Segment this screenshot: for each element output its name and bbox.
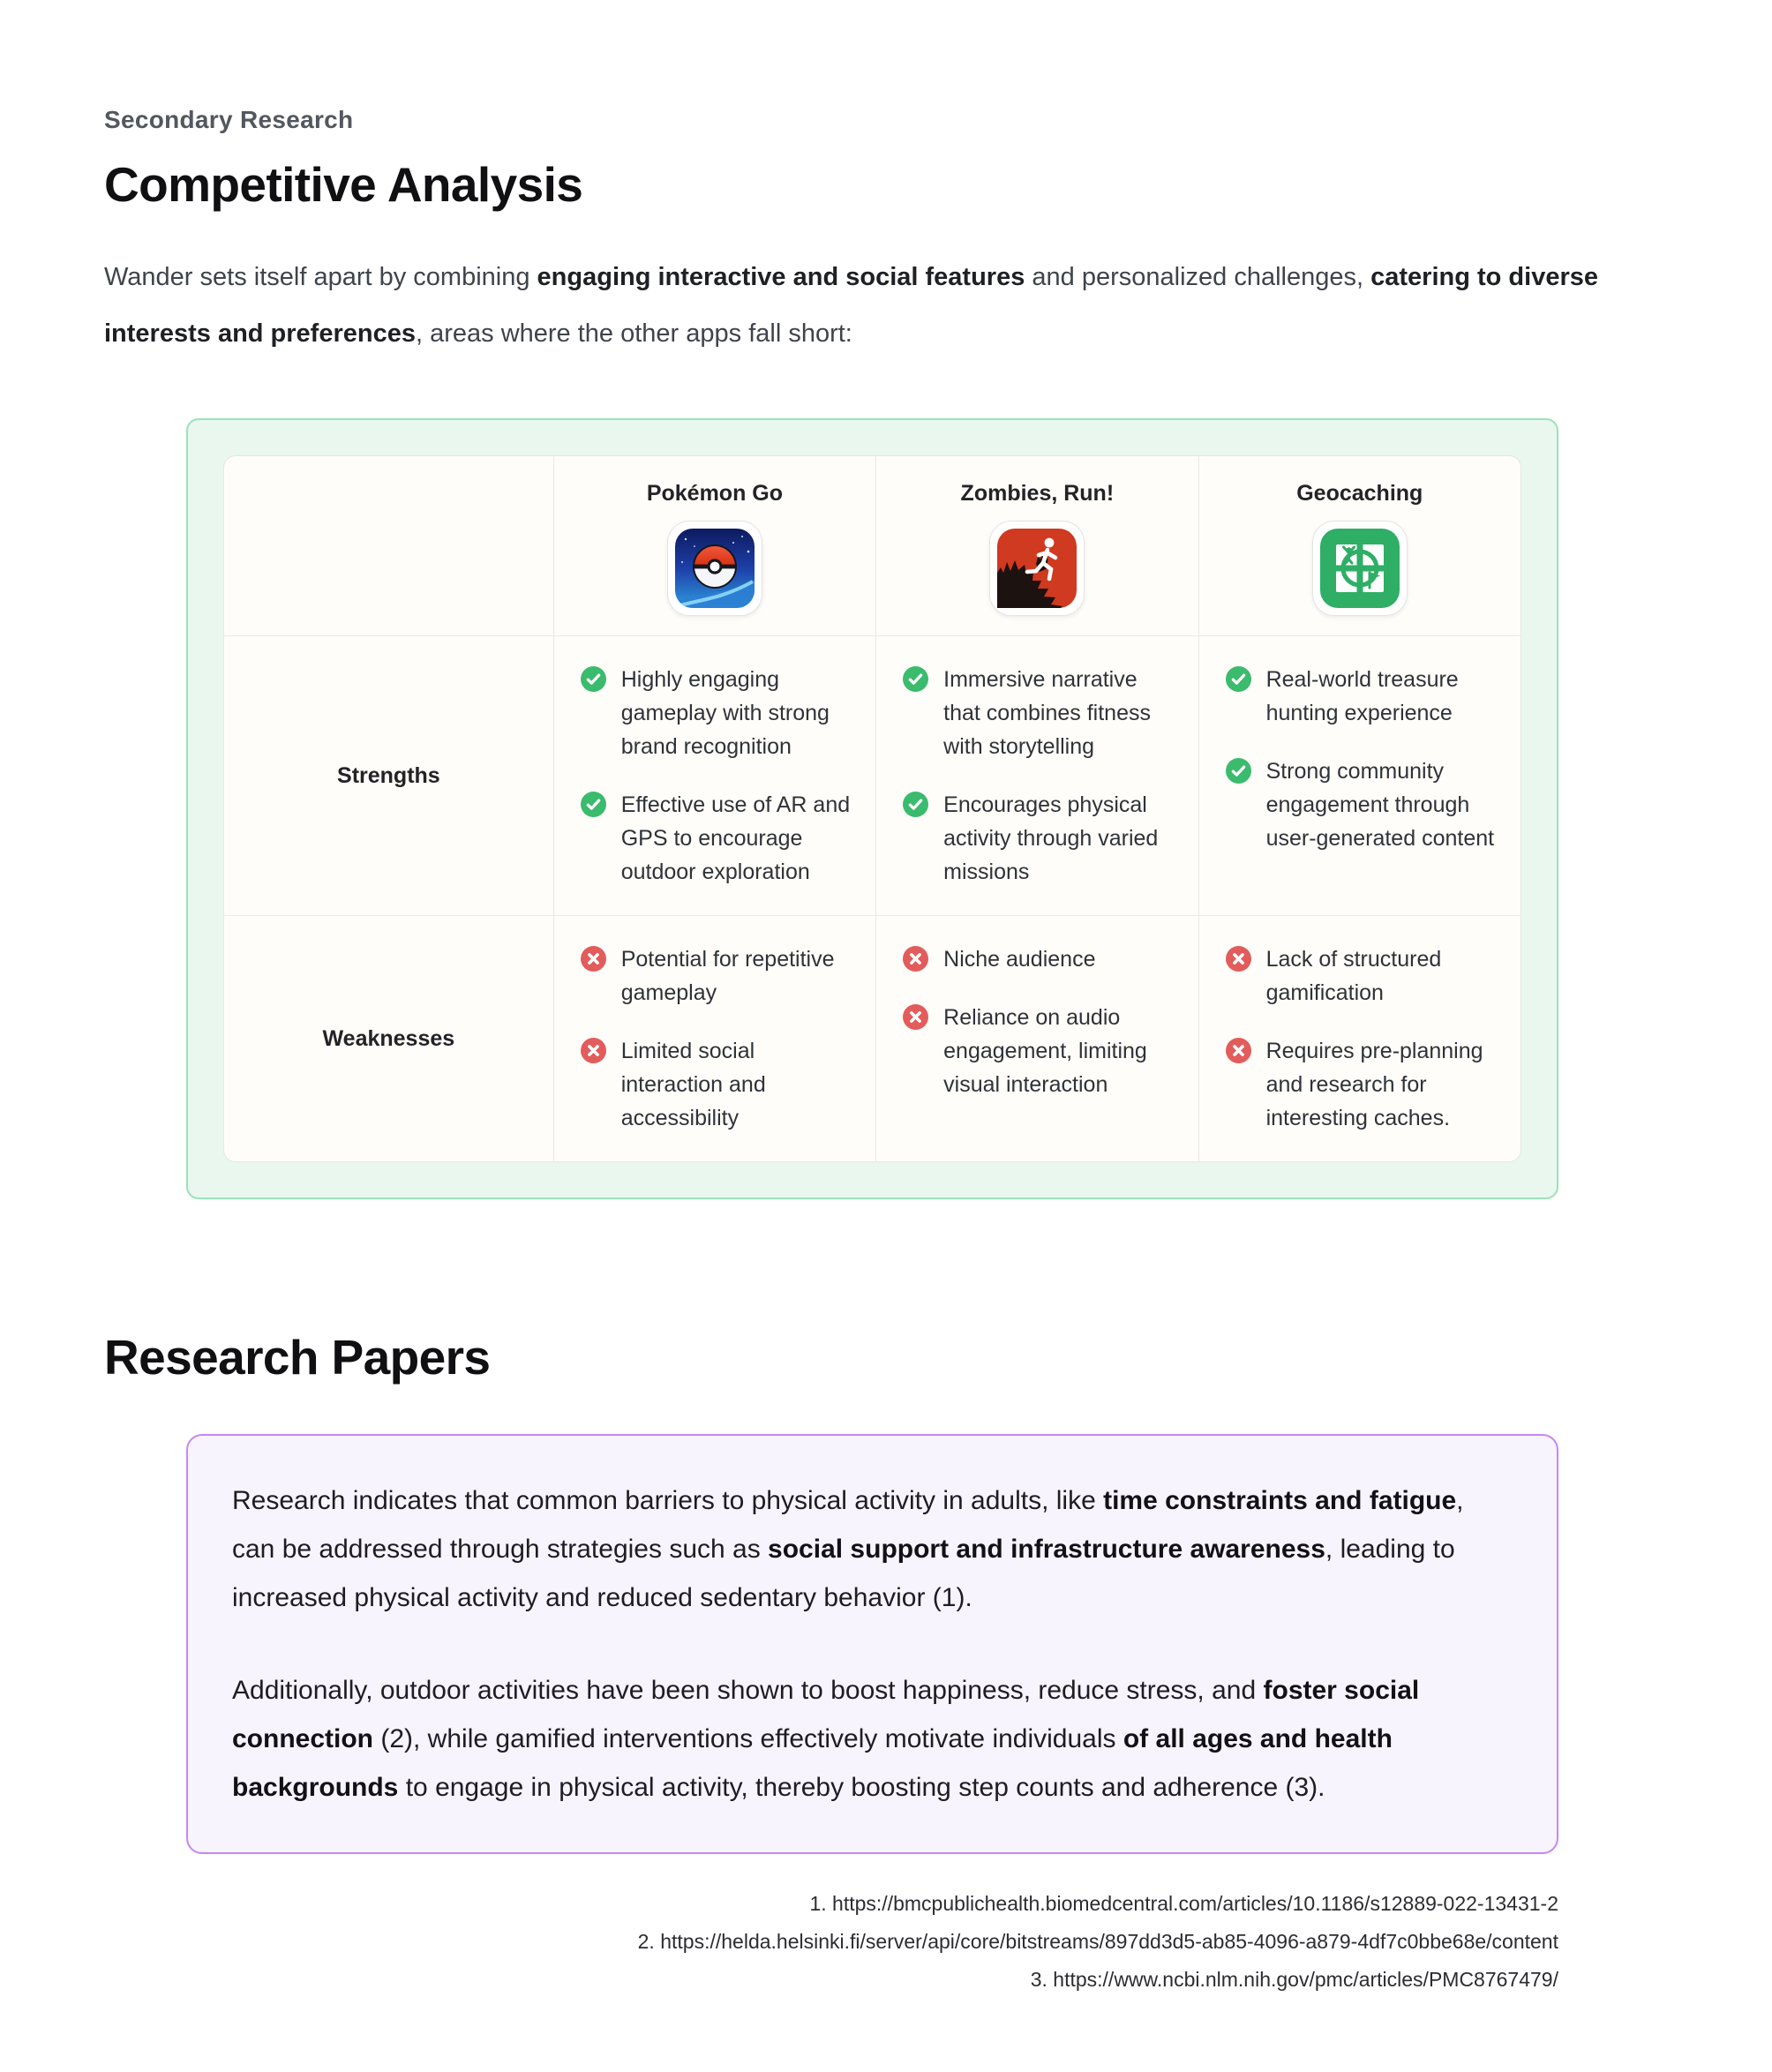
check-icon [1226, 758, 1251, 784]
text-segment: , can be addressed through strategies such as [232, 1486, 1464, 1564]
text-segment: , areas where the other apps fall short: [415, 319, 852, 348]
competitive-analysis-panel [186, 418, 1558, 1199]
row-label-strengths: Strengths [224, 635, 553, 915]
text-segment: Wander sets itself apart by combining [104, 263, 537, 291]
pokemon-go-app-icon [667, 521, 762, 616]
app-header-cell [875, 456, 1198, 635]
research-summary-panel [186, 1434, 1558, 1854]
list-item-text: Potential for repetitive gameplay [620, 947, 835, 1005]
page-title: Competitive Analysis [104, 157, 583, 212]
footnote-list [186, 1891, 1558, 1993]
text-segment: (2), while gamified interventions effectively motivate individuals [373, 1724, 1123, 1753]
list-item-text: Limited social interaction and accessibility [620, 1039, 766, 1130]
list-item-text: Real-world treasure hunting experience [1265, 667, 1459, 725]
list-item-text: Reliance on audio engagement, limiting visual interaction [943, 1005, 1147, 1097]
footnote-link[interactable]: 2. https://helda.helsinki.fi/server/api/core/bitstreams/897dd3d5-ab85-4096-a879-4df7c0bbe68e/content [637, 1930, 1558, 1953]
list-item [903, 788, 1176, 889]
list-item [1226, 663, 1499, 730]
row-label-weaknesses: Weaknesses [224, 915, 553, 1161]
text-segment: and personalized challenges, [1025, 263, 1371, 291]
bold-text-segment: catering to diverse interests and preferences [104, 263, 1598, 348]
list-item-text: Immersive narrative that combines fitness with storytelling [943, 667, 1151, 759]
text-segment: Additionally, outdoor activities have been shown to boost happiness, reduce stress, and [232, 1676, 1264, 1705]
section-eyebrow: Secondary Research [104, 106, 354, 133]
list-item [581, 942, 854, 1010]
list-item [1226, 942, 1499, 1010]
check-icon [903, 666, 928, 692]
list-item-text: Strong community engagement through user-generated content [1265, 759, 1495, 851]
research-paragraph [232, 1666, 1503, 1812]
bold-text-segment: foster social connection [232, 1676, 1420, 1753]
table-cell-strengths-zombies-run- [875, 635, 1198, 915]
zombies-run-app-icon [989, 521, 1085, 616]
cross-icon [1226, 946, 1251, 972]
check-icon [1226, 666, 1251, 692]
list-item-text: Requires pre-planning and research for interesting caches. [1265, 1039, 1483, 1130]
table-corner-cell [224, 456, 553, 635]
list-item [903, 663, 1176, 763]
bold-text-segment: engaging interactive and social features [537, 263, 1025, 291]
bold-text-segment: social support and infrastructure awareness [768, 1535, 1325, 1564]
check-icon [581, 666, 606, 692]
check-icon [581, 792, 606, 817]
list-item [903, 1001, 1176, 1101]
comparison-table [223, 455, 1521, 1162]
app-name: Pokémon Go [646, 481, 784, 506]
bold-text-segment: of all ages and health backgrounds [232, 1724, 1393, 1802]
list-item-text: Effective use of AR and GPS to encourage outdoor exploration [620, 792, 851, 884]
text-segment: Research indicates that common barriers to physical activity in adults, like [232, 1486, 1104, 1515]
app-header-cell [553, 456, 875, 635]
geocaching-app-icon [1312, 521, 1408, 616]
footnote-link[interactable]: 1. https://bmcpublichealth.biomedcentral.com/articles/10.1186/s12889-022-13431-2 [809, 1892, 1558, 1915]
cross-icon [903, 946, 928, 972]
list-item [581, 663, 854, 763]
app-name: Zombies, Run! [960, 481, 1115, 506]
intro-paragraph [104, 249, 1668, 362]
research-paragraph [232, 1476, 1503, 1622]
table-cell-strengths-pok-mon-go [553, 635, 875, 915]
list-item-text: Highly engaging gameplay with strong brand recognition [620, 667, 830, 759]
table-cell-weaknesses-geocaching [1198, 915, 1520, 1161]
cross-icon [581, 946, 606, 972]
list-item-text: Encourages physical activity through varied missions [943, 792, 1159, 884]
text-segment: to engage in physical activity, thereby boosting step counts and adherence (3). [398, 1773, 1325, 1802]
list-item-text: Lack of structured gamification [1265, 947, 1442, 1005]
list-item [581, 1034, 854, 1135]
table-cell-weaknesses-pok-mon-go [553, 915, 875, 1161]
list-item [1226, 1034, 1499, 1135]
bold-text-segment: time constraints and fatigue [1103, 1486, 1457, 1515]
check-icon [903, 792, 928, 817]
table-cell-strengths-geocaching [1198, 635, 1520, 915]
app-name: Geocaching [1296, 481, 1423, 506]
footnote-link[interactable]: 3. https://www.ncbi.nlm.nih.gov/pmc/articles/PMC8767479/ [1030, 1968, 1558, 1991]
list-item-text: Niche audience [943, 947, 1096, 972]
list-item [581, 788, 854, 889]
cross-icon [903, 1004, 928, 1030]
table-cell-weaknesses-zombies-run- [875, 915, 1198, 1161]
list-item [903, 942, 1176, 976]
cross-icon [1226, 1038, 1251, 1063]
cross-icon [581, 1038, 606, 1063]
list-item [1226, 754, 1499, 855]
app-header-cell [1198, 456, 1520, 635]
research-papers-title: Research Papers [104, 1330, 491, 1385]
text-segment: , leading to increased physical activity and reduced sedentary behavior (1). [232, 1535, 1455, 1612]
